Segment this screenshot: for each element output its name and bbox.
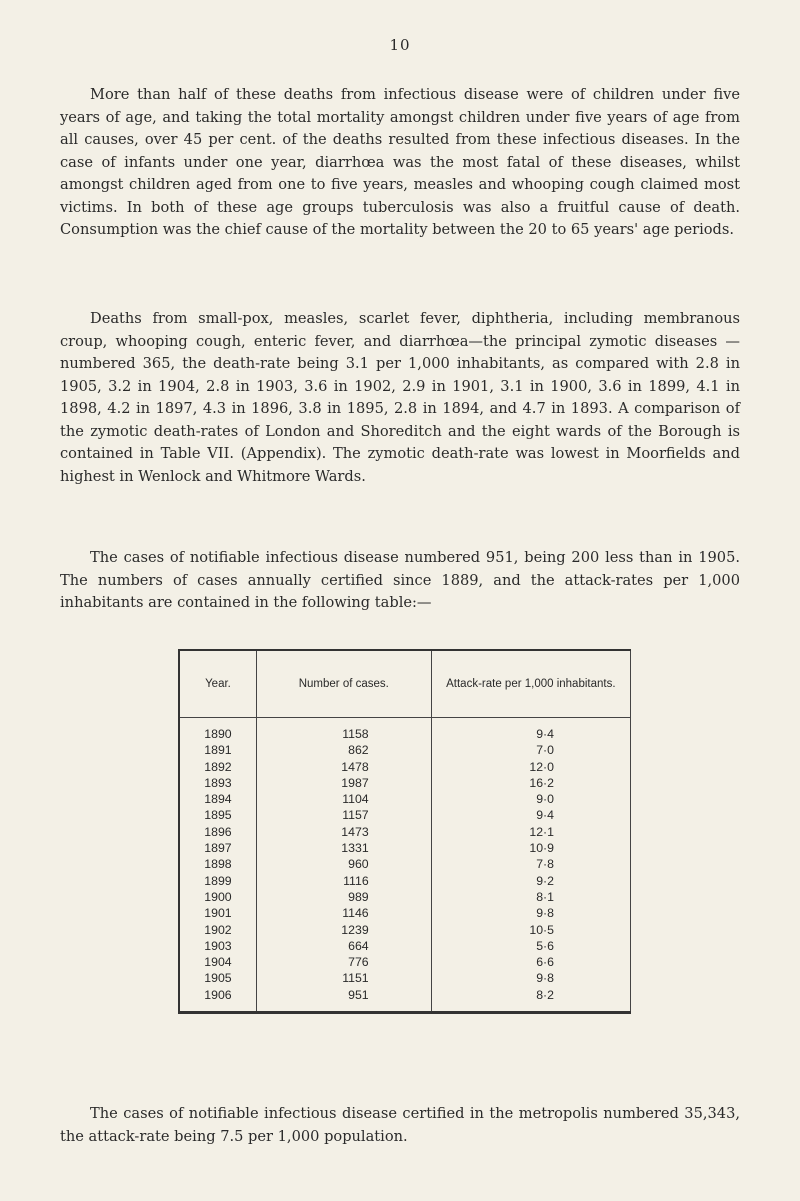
cell-cases: 960 [256, 856, 431, 872]
cell-attack-rate: 9·8 [431, 905, 630, 921]
cell-year: 1900 [179, 889, 256, 905]
table-row [179, 742, 631, 758]
paragraph-text: The cases of notifiable infectious disease numbered 951, being 200 less than in 1905. The numbers of cases annually certified since 1889, and the attack-rates per 1,000 inhabitants are contained in the following table:— [60, 549, 740, 611]
cell-attack-rate: 8·1 [431, 889, 630, 905]
cell-cases: 1478 [256, 759, 431, 775]
table-row [179, 905, 631, 921]
cell-cases: 1151 [256, 970, 431, 986]
cell-year: 1905 [179, 970, 256, 986]
cell-attack-rate: 12·1 [431, 824, 630, 840]
cell-attack-rate: 12·0 [431, 759, 630, 775]
cell-attack-rate: 10·9 [431, 840, 630, 856]
cell-attack-rate: 9·8 [431, 970, 630, 986]
cell-attack-rate: 8·2 [431, 987, 630, 1013]
cell-year: 1891 [179, 742, 256, 758]
table-row [179, 807, 631, 823]
cell-year: 1902 [179, 922, 256, 938]
table-row [179, 987, 631, 1013]
cell-year: 1895 [179, 807, 256, 823]
cell-attack-rate: 16·2 [431, 775, 630, 791]
cell-cases: 1473 [256, 824, 431, 840]
cell-year: 1898 [179, 856, 256, 872]
page-number: 10 [389, 36, 411, 54]
cell-cases: 862 [256, 742, 431, 758]
cell-attack-rate: 9·0 [431, 791, 630, 807]
paragraph-child-mortality [60, 84, 740, 242]
table-row [179, 791, 631, 807]
paragraph-notifiable-cases [60, 547, 740, 615]
cell-year: 1906 [179, 987, 256, 1013]
cell-cases: 1987 [256, 775, 431, 791]
cell-cases: 951 [256, 987, 431, 1013]
table-row [179, 775, 631, 791]
table-row [179, 856, 631, 872]
paragraph-text: More than half of these deaths from infectious disease were of children under five years of age, and taking the total mortality amongst children under five years of age from all causes, over 45 per cent. of the deaths resulted from these infectious diseases. In the case of infants under one year, diarrhœa was the most fatal of these diseases, whilst amongst children aged from one to five years, measles and whooping cough claimed most victims. In both of these age groups tuberculosis was also a fruitful cause of death. Consumption was the chief cause of the mortality between the 20 to 65 years' age periods. [60, 86, 740, 238]
table-row [179, 759, 631, 775]
cell-cases: 1146 [256, 905, 431, 921]
header-year: Year. [179, 650, 256, 718]
cell-year: 1899 [179, 873, 256, 889]
cell-attack-rate: 5·6 [431, 938, 630, 954]
cell-attack-rate: 10·5 [431, 922, 630, 938]
cell-cases: 1158 [256, 718, 431, 743]
table-row [179, 970, 631, 986]
table-row [179, 889, 631, 905]
cell-year: 1894 [179, 791, 256, 807]
table-row [179, 873, 631, 889]
table-row [179, 824, 631, 840]
cell-year: 1893 [179, 775, 256, 791]
table-header-row [179, 650, 631, 718]
paragraph-metropolis [60, 1103, 740, 1148]
cell-attack-rate: 7·0 [431, 742, 630, 758]
header-cases: Number of cases. [256, 650, 431, 718]
table-body [179, 718, 631, 1013]
cell-year: 1890 [179, 718, 256, 743]
cell-cases: 989 [256, 889, 431, 905]
cell-attack-rate: 9·4 [431, 718, 630, 743]
cell-cases: 1116 [256, 873, 431, 889]
table-row [179, 954, 631, 970]
cell-attack-rate: 9·4 [431, 807, 630, 823]
attack-rate-table [178, 649, 631, 1014]
cell-cases: 1104 [256, 791, 431, 807]
cell-year: 1892 [179, 759, 256, 775]
table [178, 649, 631, 1014]
paragraph-text: The cases of notifiable infectious disease certified in the metropolis numbered 35,343, the attack-rate being 7.5 per 1,000 population. [60, 1105, 740, 1145]
cell-attack-rate: 9·2 [431, 873, 630, 889]
table-row [179, 718, 631, 743]
cell-cases: 776 [256, 954, 431, 970]
cell-year: 1896 [179, 824, 256, 840]
cell-year: 1903 [179, 938, 256, 954]
table-row [179, 938, 631, 954]
cell-attack-rate: 7·8 [431, 856, 630, 872]
cell-cases: 1331 [256, 840, 431, 856]
paragraph-text: Deaths from small-pox, measles, scarlet fever, diphtheria, including membranous croup, whooping cough, enteric fever, and diarrhœa—the principal zymotic diseases —numbered 365, the death-rate being 3.1 per 1,000 inhabitants, as compared with 2.8 in 1905, 3.2 in 1904, 2.8 in 1903, 3.6 in 1902, 2.9 in 1901, 3.1 in 1900, 3.6 in 1899, 4.1 in 1898, 4.2 in 1897, 4.3 in 1896, 3.8 in 1895, 2.8 in 1894, and 4.7 in 1893. A comparison of the zymotic death-rates of London and Shoreditch and the eight wards of the Borough is contained in Table VII. (Appendix). The zymotic death-rate was lowest in Moorfields and highest in Wenlock and Whitmore Wards. [60, 310, 740, 485]
cell-year: 1904 [179, 954, 256, 970]
cell-attack-rate: 6·6 [431, 954, 630, 970]
cell-year: 1901 [179, 905, 256, 921]
header-attack-rate: Attack-rate per 1,000 inhabitants. [431, 650, 630, 718]
paragraph-zymotic-deaths [60, 308, 740, 488]
cell-cases: 664 [256, 938, 431, 954]
cell-cases: 1239 [256, 922, 431, 938]
table-row [179, 840, 631, 856]
table-row [179, 922, 631, 938]
cell-year: 1897 [179, 840, 256, 856]
cell-cases: 1157 [256, 807, 431, 823]
